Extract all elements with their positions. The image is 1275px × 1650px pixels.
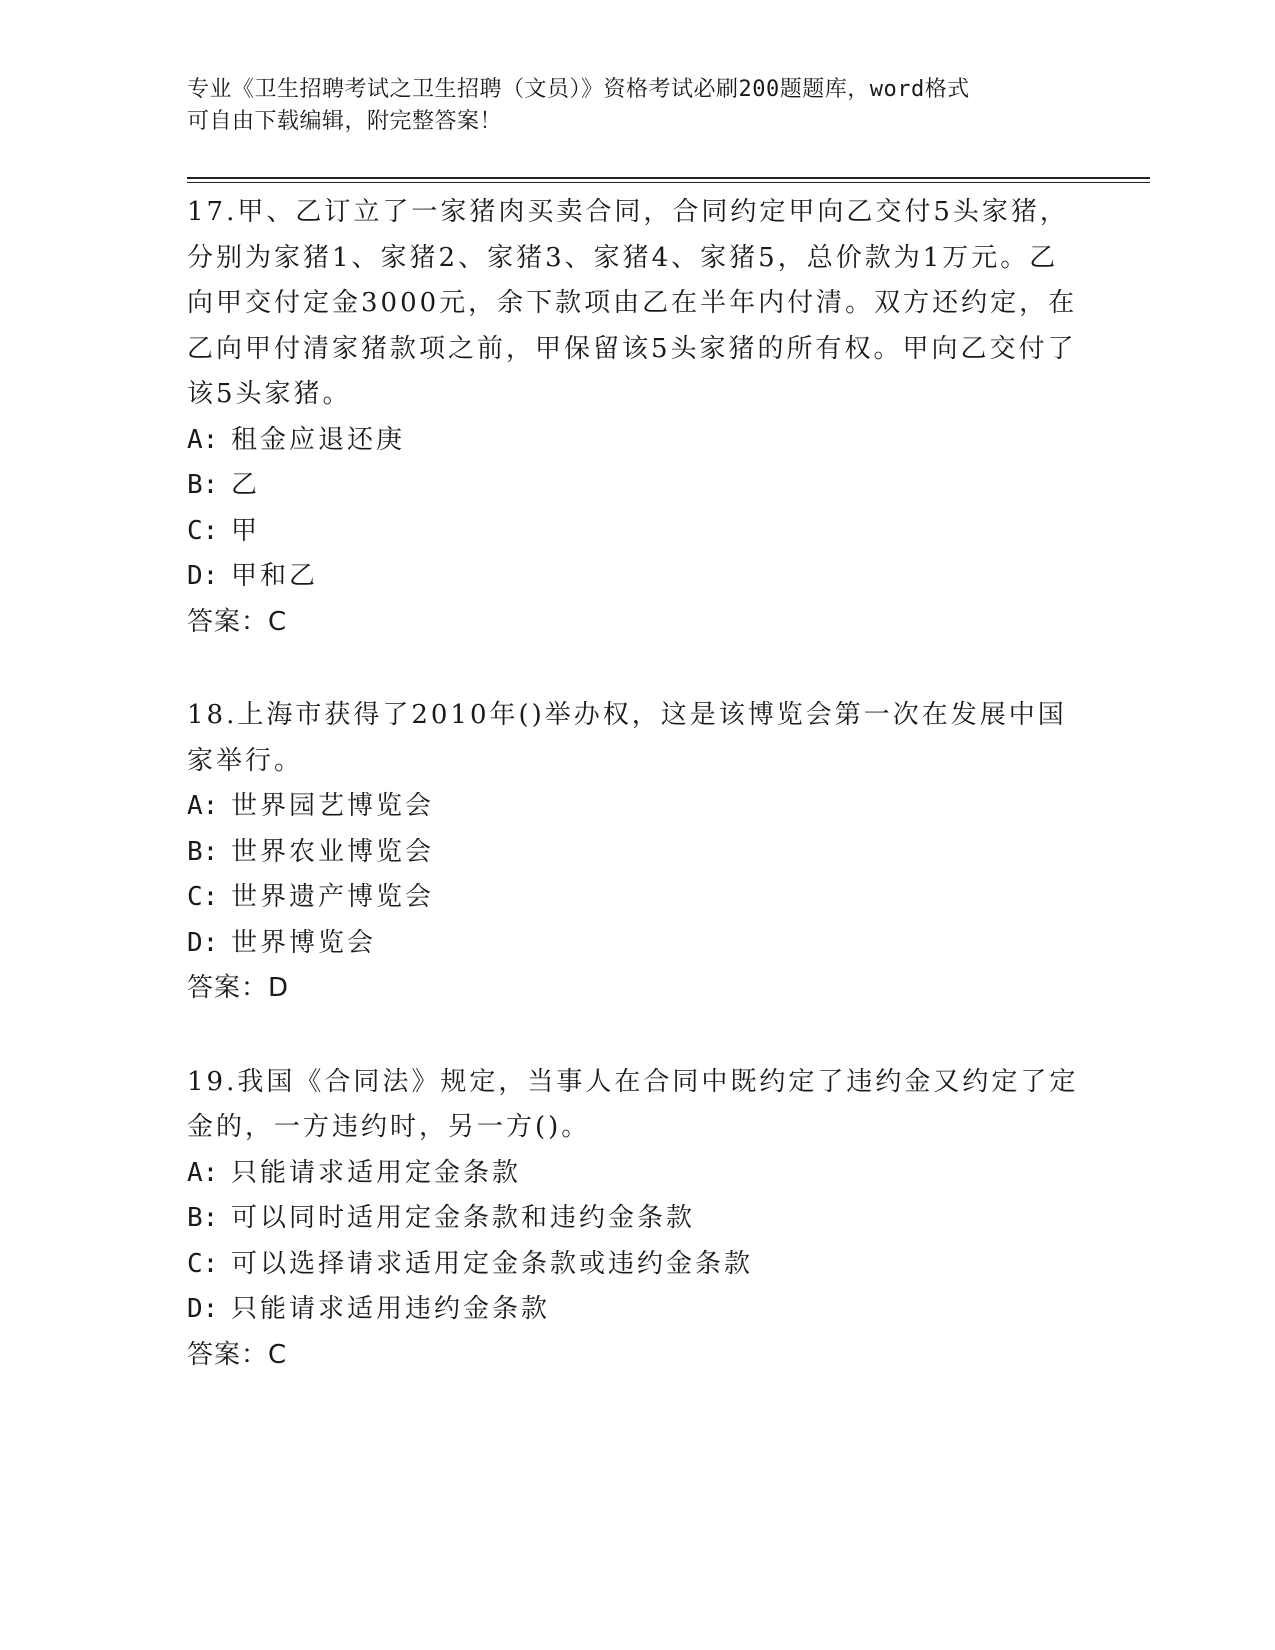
option-b	[187, 830, 1087, 876]
option-letter: C:	[187, 515, 219, 546]
option-a	[187, 784, 1087, 830]
option-text: 世界农业博览会	[231, 836, 435, 867]
option-letter: A:	[187, 791, 219, 821]
question-17	[187, 190, 1087, 645]
option-text: 只能请求适用违约金条款	[231, 1294, 551, 1324]
option-text: 世界博览会	[231, 927, 377, 958]
answer-line: 答案：C	[187, 606, 288, 637]
option-d	[187, 921, 1087, 967]
option-d	[187, 1287, 1087, 1333]
option-text: 可以选择请求适用定金条款或违约金条款	[231, 1248, 754, 1279]
option-c	[187, 875, 1087, 921]
option-text: 甲	[231, 515, 261, 546]
option-d	[187, 554, 1087, 600]
option-a	[187, 1151, 1087, 1197]
option-b	[187, 463, 1087, 509]
option-text: 世界园艺博览会	[231, 791, 435, 821]
option-text: 租金应退还庚	[231, 424, 406, 455]
option-letter: C:	[187, 882, 219, 912]
document-header: 专业《卫生招聘考试之卫生招聘（文员）》资格考试必刷200题题库，word格式 可自由下载编辑，附完整答案！	[187, 77, 970, 134]
question-18	[187, 693, 1087, 1012]
option-text: 只能请求适用定金条款	[231, 1157, 522, 1188]
option-letter: B:	[187, 836, 219, 867]
header-divider-thick	[187, 177, 1150, 179]
question-19	[187, 1060, 1087, 1379]
option-text: 可以同时适用定金条款和违约金条款	[231, 1203, 696, 1233]
question-text: 18.上海市获得了2010年()举办权，这是该博览会第一次在发展中国家举行。	[187, 700, 1067, 776]
option-b	[187, 1196, 1087, 1242]
answer-line: 答案：C	[187, 1339, 288, 1370]
option-letter: D:	[187, 927, 219, 958]
option-letter: B:	[187, 470, 219, 500]
question-text: 17.甲、乙订立了一家猪肉买卖合同，合同约定甲向乙交付5头家猪，分别为家猪1、家猪2、家猪3、家猪4、家猪5，总价款为1万元。乙向甲交付定金3000元，余下款项由乙在半年内付清。双方还约定，在乙向甲付清家猪款项之前，甲保留该5头家猪的所有权。甲向乙交付了该5头家猪。	[187, 197, 1078, 409]
option-letter: A:	[187, 1157, 219, 1188]
answer-line: 答案：D	[187, 973, 290, 1003]
option-letter: B:	[187, 1203, 219, 1233]
question-text: 19.我国《合同法》规定，当事人在合同中既约定了违约金又约定了定金的，一方违约时，另一方()。	[187, 1066, 1079, 1142]
option-letter: C:	[187, 1248, 219, 1279]
option-c	[187, 1242, 1087, 1288]
option-letter: D:	[187, 561, 219, 591]
option-letter: D:	[187, 1294, 219, 1324]
option-a	[187, 418, 1087, 464]
option-text: 乙	[231, 470, 261, 500]
header-divider-thin	[187, 182, 1150, 183]
option-text: 世界遗产博览会	[231, 882, 435, 912]
question-list	[187, 190, 1087, 1426]
option-text: 甲和乙	[231, 561, 319, 591]
option-c	[187, 509, 1087, 555]
option-letter: A:	[187, 424, 219, 455]
